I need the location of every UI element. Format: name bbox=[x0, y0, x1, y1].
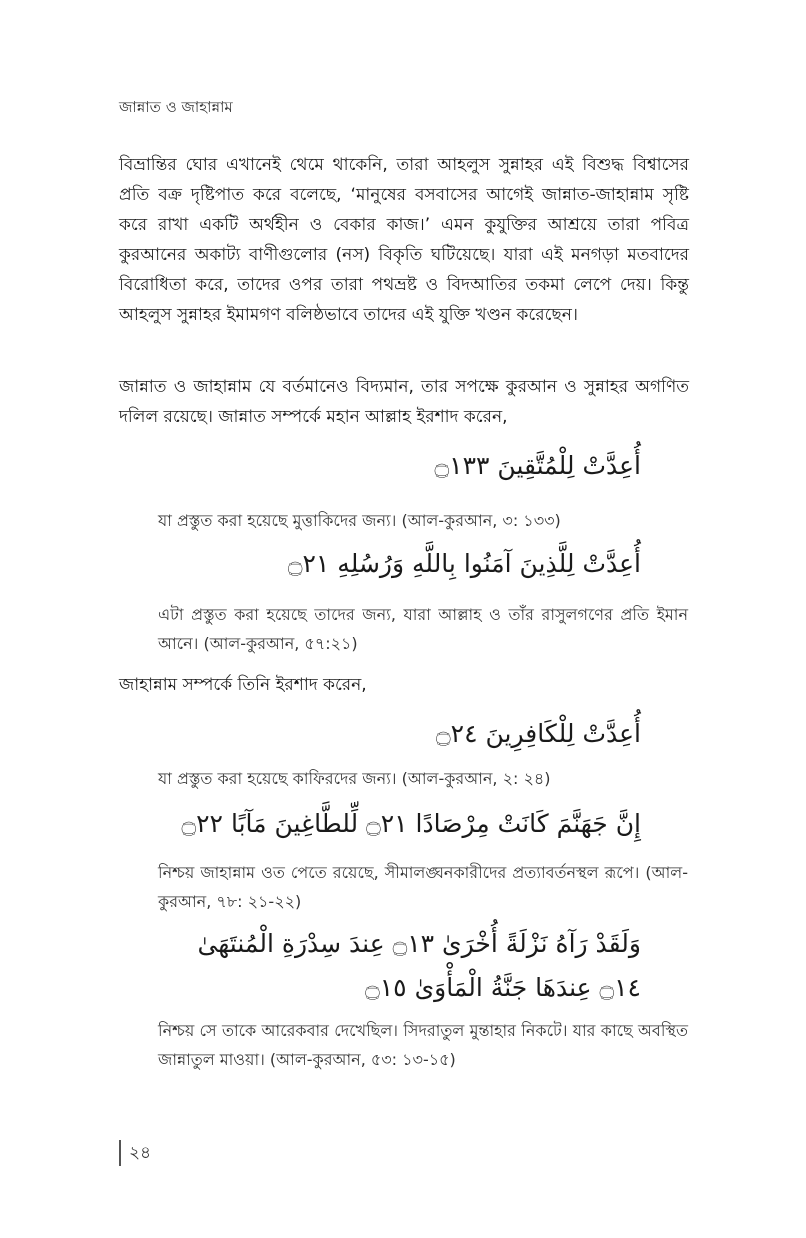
verse-translation: এটা প্রস্তুত করা হয়েছে তাদের জন্য, যারা আল্লাহ ও তাঁর রাসুলগণের প্রতি ইমান আনে। (আল-কুরআন, ৫৭:২১) bbox=[158, 605, 688, 653]
paragraph-evidence: জান্নাত ও জাহান্নাম যে বর্তমানেও বিদ্যমান, তার সপক্ষে কুরআন ও সুন্নাহর অগণিত দলিল রয়েছে। জান্নাত সম্পর্কে মহান আল্লাহ ইরশাদ করেন, bbox=[119, 377, 689, 427]
arabic-verse: وَلَقَدْ رَآهُ نَزْلَةً أُخْرَىٰ ۝١٣ عِندَ سِدْرَةِ الْمُنتَهَىٰ ۝١٤ عِندَهَا جَنَّةُ الْمَأْوَىٰ ۝١٥ bbox=[197, 929, 641, 1002]
verse-translation: নিশ্চয় সে তাকে আরেকবার দেখেছিল। সিদরাতুল মুন্তাহার নিকটে। যার কাছে অবস্থিত জান্নাতুল মাওয়া। (আল-কুরআন, ৫৩: ১৩-১৫) bbox=[158, 1021, 688, 1069]
running-header: জান্নাত ও জাহান্নাম bbox=[119, 98, 233, 116]
arabic-verse: إِنَّ جَهَنَّمَ كَانَتْ مِرْصَادًا ۝٢١ لِّلطَّاغِينَ مَآبًا ۝٢٢ bbox=[181, 809, 641, 838]
verse-translation: যা প্রস্তুত করা হয়েছে মুত্তাকিদের জন্য। (আল-কুরআন, ৩: ১৩৩) bbox=[158, 511, 561, 530]
paragraph-jahannam: জাহান্নাম সম্পর্কে তিনি ইরশাদ করেন, bbox=[119, 675, 367, 695]
page-number: ২৪ bbox=[119, 1140, 151, 1166]
verse-translation: যা প্রস্তুত করা হয়েছে কাফিরদের জন্য। (আল-কুরআন, ২: ২৪) bbox=[158, 769, 551, 788]
arabic-verse: أُعِدَّتْ لِلَّذِينَ آمَنُوا بِاللَّهِ وَرُسُلِهِ ۝٢١ bbox=[287, 549, 641, 578]
paragraph-intro: বিভ্রান্তির ঘোর এখানেই থেমে থাকেনি, তারা আহলুস সুন্নাহর এই বিশুদ্ধ বিশ্বাসের প্রতি বক্র দৃষ্টিপাত করে বলেছে, ‘মানুষের বসবাসের আগেই জান্নাত-জাহান্নাম সৃষ্টি করে রাখা একটি অর্থহীন ও বেকার কাজ।’ এমন কুযুক্তির আশ্রয়ে তারা পবিত্র কুরআনের অকাট্য বাণীগুলোর (নস) বিকৃতি ঘটিয়েছে। যারা এই মনগড়া মতবাদের বিরোধিতা করে, তাদের ওপর তারা পথভ্রষ্ট ও বিদআতির তকমা লেপে দেয়। কিন্তু আহলুস সুন্নাহর ইমামগণ বলিষ্ঠভাবে তাদের এই যুক্তি খণ্ডন করেছেন। bbox=[119, 155, 689, 325]
arabic-verse: أُعِدَّتْ لِلْكَافِرِينَ ۝٢٤ bbox=[436, 719, 641, 748]
verse-translation: নিশ্চয় জাহান্নাম ওত পেতে রয়েছে, সীমালঙ্ঘনকারীদের প্রত্যাবর্তনস্থল রূপে। (আল-কুরআন, ৭৮: ২১-২২) bbox=[158, 863, 688, 911]
arabic-verse: أُعِدَّتْ لِلْمُتَّقِينَ ۝١٣٣ bbox=[434, 451, 641, 480]
